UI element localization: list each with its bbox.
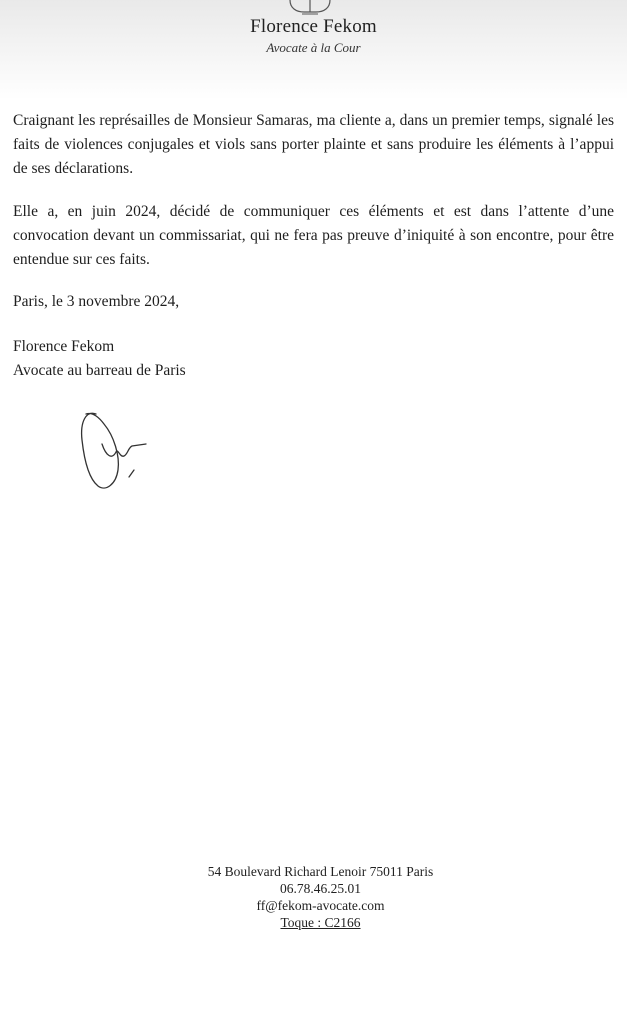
firm-subtitle: Avocate à la Cour: [266, 40, 361, 55]
date-line: Paris, le 3 novembre 2024,: [13, 293, 180, 310]
footer-contact: [0, 863, 627, 931]
scales-logo-icon: [282, 0, 338, 16]
firm-name: Florence Fekom: [250, 16, 377, 37]
handwritten-signature: [72, 400, 162, 496]
signer-name: Florence Fekom: [13, 338, 115, 355]
signer-title: Avocate au barreau de Paris: [13, 362, 186, 379]
signer-block: [13, 335, 614, 383]
body-paragraph-2: Elle a, en juin 2024, décidé de communiquer ces éléments et est dans l’attente d’une convocation devant un commissariat, qui ne fera pas preuve d’iniquité à son encontre, pour être entendue sur ces faits.: [13, 203, 614, 268]
footer-toque: [0, 914, 627, 931]
body-paragraph-1: Craignant les représailles de Monsieur Samaras, ma cliente a, dans un premier temps, signalé les faits de violences conjugales et viols sans porter plainte et sans produire les éléments à l’appui de ses déclarations.: [13, 112, 614, 177]
toque-label: Toque : C2166: [280, 915, 361, 930]
footer-phone: 06.78.46.25.01: [280, 881, 361, 896]
footer-email: ff@fekom-avocate.com: [256, 898, 385, 913]
footer-address: 54 Boulevard Richard Lenoir 75011 Paris: [207, 864, 434, 879]
